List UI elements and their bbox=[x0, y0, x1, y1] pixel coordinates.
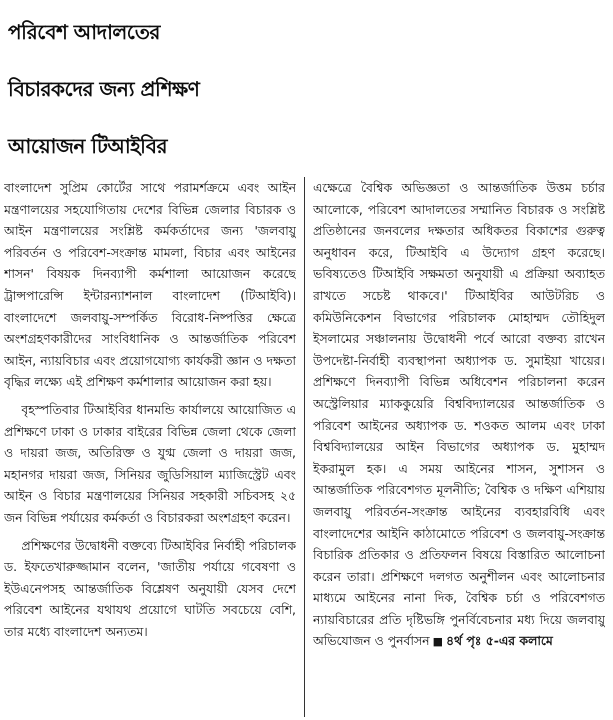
headline-line-3: আয়োজন টিআইবির bbox=[8, 134, 167, 158]
jump-marker-icon: ■ bbox=[432, 635, 443, 649]
headline bbox=[8, 4, 608, 175]
right-column bbox=[313, 177, 605, 717]
paragraph bbox=[313, 177, 605, 653]
left-column bbox=[4, 177, 296, 717]
column-divider bbox=[304, 177, 305, 717]
paragraph: বৃহস্পতিবার টিআইবির ধানমন্ডি কার্যালয়ে আয়োজিত এ প্রশিক্ষণে ঢাকা ও ঢাকার বাইরের বিভিন্ন জেলা থেকে জেলা ও দায়রা জজ, অতিরিক্ত ও যুগ্ম জেলা ও দায়রা জজ, মহানগর দায়রা জজ, সিনিয়র জুডিসিয়াল ম্যাজিস্ট্রেট এবং আইন ও বিচার মন্ত্রণালয়ের সিনিয়র সহকারী সচিবসহ ২৫ জন বিভিন্ন পর্যায়ের কর্মকর্তা ও বিচারকরা অংশগ্রহণ করেন। bbox=[4, 401, 296, 525]
headline-line-1: পরিবেশ আদালতের bbox=[8, 20, 160, 44]
paragraph-text: এক্ষেত্রে বৈশ্বিক অভিজ্ঞতা ও আন্তর্জাতিক উত্তম চর্চার আলোকে, পরিবেশ আদালতের সম্মানিত বিচারক ও সংশ্লিষ্ট প্রতিষ্ঠানের জনবলের দক্ষতার অধিকতর বিকাশের গুরুত্ব অনুধাবন করে, টিআইবি এ উদ্যোগ গ্রহণ করেছে। ভবিষ্যতেও টিআইবি সক্ষমতা অনুযায়ী এ প্রক্রিয়া অব্যাহত রাখতে সচেষ্ট থাকবে।' টিআইবির আউটরিচ ও কমিউনিকেশন বিভাগের পরিচালক মোহাম্মদ তৌহিদুল ইসলামের সঞ্চালনায় উদ্বোধনী পর্বে আরো বক্তব্য রাখেন উপদেষ্টা-নির্বাহী ব্যবস্থাপনা অধ্যাপক ড. সুমাইয়া খায়ের। প্রশিক্ষণে দিনব্যাপী বিভিন্ন অধিবেশন পরিচালনা করেন অস্ট্রেলিয়ার ম্যাককুয়েরি বিশ্ববিদ্যালয়ের আন্তর্জাতিক ও পরিবেশ আইনের অধ্যাপক ড. শওকত আলম এবং ঢাকা বিশ্ববিদ্যালয়ের আইন বিভাগের অধ্যাপক ড. মুহাম্মদ ইকরামুল হক। এ সময় আইনের শাসন, সুশাসন ও আন্তর্জাতিক পরিবেশগত মূলনীতি; বৈশ্বিক ও দক্ষিণ এশিয়ায় জলবায়ু পরিবর্তন-সংক্রান্ত আইনের ব্যবহারবিধি এবং বাংলাদেশের আইনি কাঠামোতে পরিবেশ ও জলবায়ু-সংক্রান্ত বিচারিক প্রতিকার ও প্রতিফলন বিষয়ে বিস্তারিত আলোচনা করেন তারা। প্রশিক্ষণে দলগত অনুশীলন এবং আলোচনার মাধ্যমে আইনের নানা দিক, বৈশ্বিক চর্চা ও পরিবেশগত ন্যায়বিচারের প্রতি দৃষ্টিভঙ্গি পুনর্বিবেচনার মধ্য দিয়ে জলবায়ু অভিযোজন ও পুনর্বাসন bbox=[313, 180, 605, 649]
paragraph: বাংলাদেশ সুপ্রিম কোর্টের সাথে পরামর্শক্রমে এবং আইন মন্ত্রণালয়ের সহযোগিতায় দেশের বিভিন্ন জেলার বিচারক ও আইন মন্ত্রণালয়ের সংশ্লিষ্ট কর্মকর্তাদের জন্য 'জলবায়ু পরিবর্তন ও পরিবেশ-সংক্রান্ত মামলা, বিচার এবং আইনের শাসন' বিষয়ক দিনব্যাপী কর্মশালা আয়োজন করেছে ট্রান্সপারেন্সি ইন্টারন্যাশনাল বাংলাদেশ (টিআইবি)। বাংলাদেশে জলবায়ু-সম্পর্কিত বিরোধ-নিষ্পত্তির ক্ষেত্রে অংশগ্রহণকারীদের সাংবিধানিক ও আন্তর্জাতিক পরিবেশ আইন, ন্যায়বিচার এবং প্রয়োগযোগ্য কার্যকরী জ্ঞান ও দক্ষতা বৃদ্ধির লক্ষ্যে এই প্রশিক্ষণ কর্মশালার আয়োজন করা হয়। bbox=[4, 180, 296, 390]
continuation-link[interactable]: ৪র্থ পৃঃ ৫-এর কলামে bbox=[445, 633, 553, 649]
paragraph: প্রশিক্ষণের উদ্বোধনী বক্তব্যে টিআইবির নির্বাহী পরিচালক ড. ইফতেখারুজ্জামান বলেন, 'জাতীয় পর্যায়ে গবেষণা ও ইউএনেপসহ আন্তর্জাতিক বিশ্লেষণ অনুযায়ী যেসব দেশে পরিবেশ আইনের যথাযথ প্রয়োগে ঘাটতি সবচেয়ে বেশি, তার মধ্যে বাংলাদেশ অন্যতম। bbox=[4, 537, 296, 639]
headline-line-2: বিচারকদের জন্য প্রশিক্ষণ bbox=[8, 77, 200, 101]
article-body bbox=[4, 177, 609, 717]
